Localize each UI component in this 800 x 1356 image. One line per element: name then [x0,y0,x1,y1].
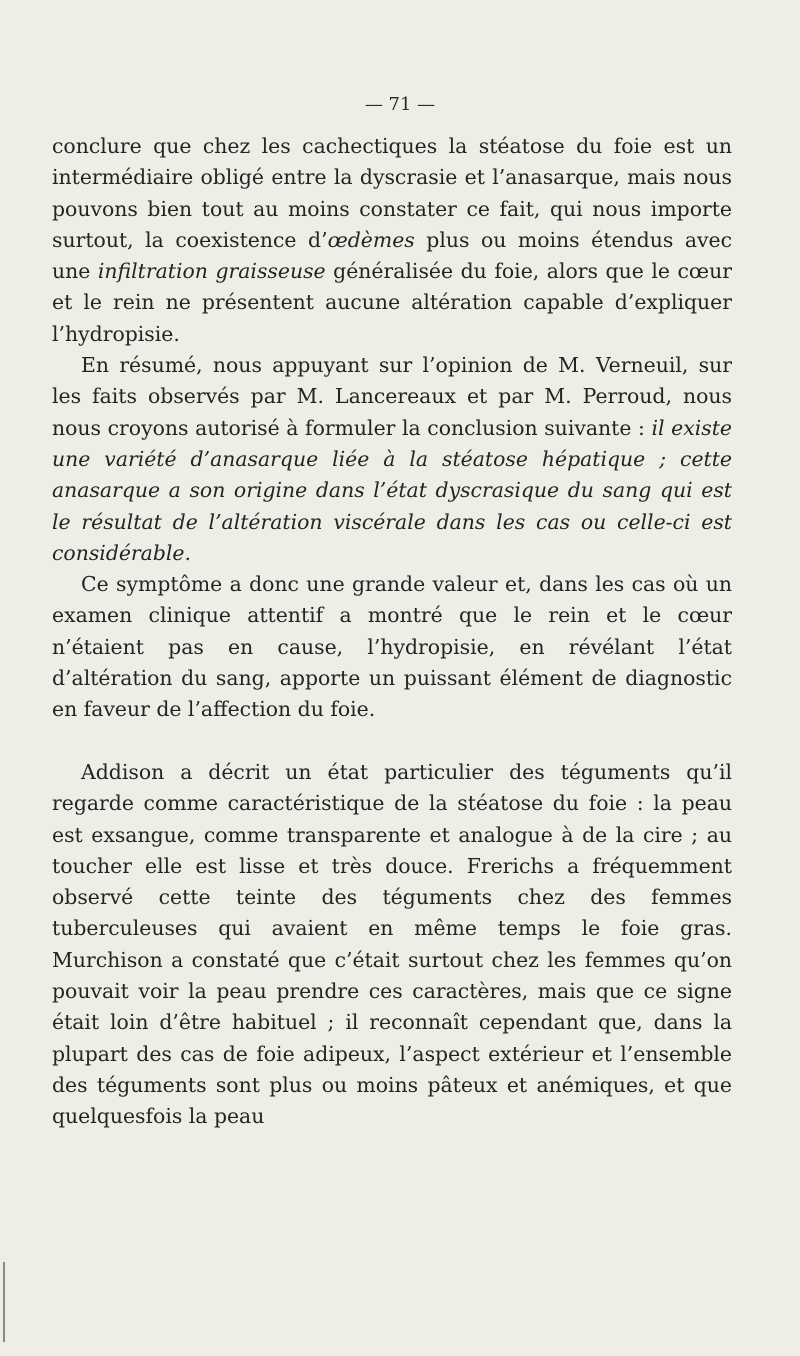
paragraph-3 [52,569,732,725]
paragraph-1-italic-b: infiltration graisseuse [97,259,326,284]
paragraph-4 [52,757,732,1133]
text-block-upper [52,131,732,726]
page-edge-mark [3,1262,5,1342]
paragraph-1-text-c: généralisée du foie, alors que le cœur et le rein ne présentent aucune altération capable d’expliquer l’hydropisie. [52,259,732,346]
paragraph-1-italic-a: œdèmes [327,227,415,252]
paragraph-2-text: En résumé, nous appuyant sur l’opinion de M. Verneuil, sur les faits observés par M. Lancereaux et par M. Perroud, nous nous croyons autorisé à formuler la conclusion suivante : [52,353,732,440]
paragraph-2 [52,350,732,569]
paragraph-3-text: Ce symptôme a donc une grande valeur et, dans les cas où un examen clinique attentif a montré que le rein et le cœur n’étaient pas en cause, l’hydropisie, en révélant l’état d’altération du sang, apporte un puissant élément de diagnostic en faveur de l’affection du foie. [52,572,732,722]
text-block-lower [52,757,732,1133]
paragraph-1-text-a: conclure que chez les cachectiques la stéatose du foie est un intermédiaire obligé entre la dyscrasie et l’anasarque, mais nous pouvons bien tout au moins constater ce fait, qui nous importe surtout, la coexistence d’ [52,134,732,252]
paragraph-4-text: Addison a décrit un état particulier des téguments qu’il regarde comme caractéristique de la stéatose du foie : la peau est exsangue, comme transparente et analogue à de la cire ; au toucher elle est lisse et très douce. Frerichs a fréquemment observé cette teinte des téguments chez des femmes tuberculeuses qui avaient en même temps le foie gras. Murchison a constaté que c’était surtout chez les femmes qu’on pouvait voir la peau prendre ces caractères, mais que ce signe était loin d’être habituel ; il reconnaît cependant que, dans la plupart des cas de foie adipeux, l’aspect extérieur et l’ensemble des téguments sont plus ou moins pâteux et anémiques, et que quelquesfois la peau [52,760,732,1129]
paragraph-1-text-b: plus ou moins étendus avec une [52,227,732,284]
page-number: — 71 — [364,94,436,115]
paragraph-2-italic: il existe une variété d’anasarque liée à la stéatose hépatique ; cette anasarque a son origine dans l’état dyscrasique du sang qui est le résultat de l’altération viscérale dans les cas ou celle-ci est considérable. [52,415,732,565]
paragraph-1 [52,131,732,350]
